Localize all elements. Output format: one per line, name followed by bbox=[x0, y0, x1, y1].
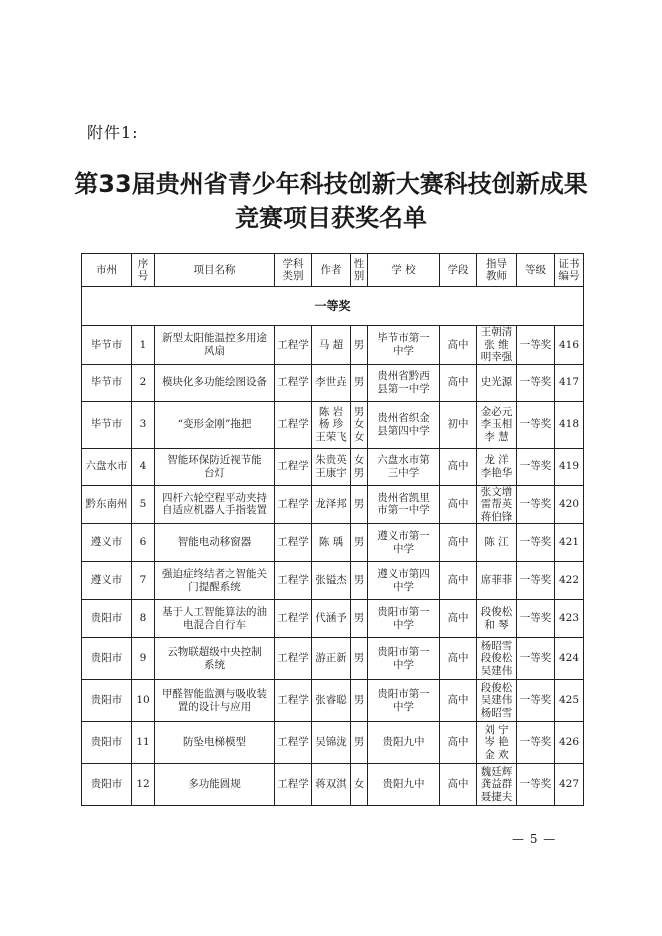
cell-cert: 424 bbox=[555, 638, 584, 680]
cell-stage: 高中 bbox=[440, 722, 477, 764]
page-number: — 5 — bbox=[512, 832, 557, 846]
cell-author: 李世垚 bbox=[312, 364, 351, 401]
cell-category: 工程学 bbox=[275, 524, 312, 562]
cell-city: 毕节市 bbox=[82, 401, 132, 448]
cell-gender: 男 bbox=[351, 485, 368, 524]
header-teacher: 指导 教师 bbox=[477, 254, 517, 287]
cell-teacher: 杨昭雪 段俊松 吴建伟 bbox=[477, 638, 517, 680]
cell-project: 新型太阳能温控多用途 风扇 bbox=[155, 326, 275, 365]
section-label: 一等奖 bbox=[82, 287, 584, 326]
cell-stage: 高中 bbox=[440, 562, 477, 600]
cell-category: 工程学 bbox=[275, 485, 312, 524]
cell-stage: 高中 bbox=[440, 448, 477, 485]
cell-teacher: 席菲菲 bbox=[477, 562, 517, 600]
cell-stage: 高中 bbox=[440, 764, 477, 806]
cell-school: 贵州省黔西 县第一中学 bbox=[368, 364, 440, 401]
cell-cert: 420 bbox=[555, 485, 584, 524]
cell-school: 贵阳市第一 中学 bbox=[368, 680, 440, 722]
cell-city: 黔东南州 bbox=[82, 485, 132, 524]
header-stage: 学段 bbox=[440, 254, 477, 287]
cell-school: 贵阳九中 bbox=[368, 764, 440, 806]
header-category: 学科 类别 bbox=[275, 254, 312, 287]
cell-stage: 高中 bbox=[440, 638, 477, 680]
cell-cert: 423 bbox=[555, 600, 584, 638]
cell-city: 毕节市 bbox=[82, 326, 132, 365]
cell-author: 马 超 bbox=[312, 326, 351, 365]
attachment-label: 附件1: bbox=[87, 123, 139, 142]
cell-school: 贵州省织金 县第四中学 bbox=[368, 401, 440, 448]
cell-author: 张镒杰 bbox=[312, 562, 351, 600]
cell-author: 吴锦泷 bbox=[312, 722, 351, 764]
cell-level: 一等奖 bbox=[517, 680, 555, 722]
table-row bbox=[82, 448, 584, 485]
cell-gender: 男 bbox=[351, 364, 368, 401]
cell-author: 陈 瑀 bbox=[312, 524, 351, 562]
cell-cert: 427 bbox=[555, 764, 584, 806]
cell-city: 贵阳市 bbox=[82, 600, 132, 638]
table-row bbox=[82, 600, 584, 638]
cell-school: 贵阳市第一 中学 bbox=[368, 600, 440, 638]
cell-no: 4 bbox=[132, 448, 155, 485]
cell-category: 工程学 bbox=[275, 448, 312, 485]
table-row bbox=[82, 524, 584, 562]
section-row bbox=[82, 287, 584, 326]
table-row bbox=[82, 485, 584, 524]
cell-school: 六盘水市第 三中学 bbox=[368, 448, 440, 485]
cell-no: 9 bbox=[132, 638, 155, 680]
cell-level: 一等奖 bbox=[517, 524, 555, 562]
cell-gender: 男 bbox=[351, 524, 368, 562]
cell-category: 工程学 bbox=[275, 364, 312, 401]
cell-cert: 421 bbox=[555, 524, 584, 562]
table-row bbox=[82, 638, 584, 680]
cell-city: 遵义市 bbox=[82, 562, 132, 600]
cell-level: 一等奖 bbox=[517, 722, 555, 764]
cell-teacher: 龙 洋 李艳华 bbox=[477, 448, 517, 485]
cell-stage: 高中 bbox=[440, 524, 477, 562]
header-school: 学 校 bbox=[368, 254, 440, 287]
cell-level: 一等奖 bbox=[517, 448, 555, 485]
cell-stage: 高中 bbox=[440, 485, 477, 524]
header-gender: 性 别 bbox=[351, 254, 368, 287]
cell-teacher: 张文增 雷帮英 蒋伯锋 bbox=[477, 485, 517, 524]
cell-city: 贵阳市 bbox=[82, 638, 132, 680]
cell-project: 甲醛智能监测与吸收装 置的设计与应用 bbox=[155, 680, 275, 722]
cell-no: 3 bbox=[132, 401, 155, 448]
cell-category: 工程学 bbox=[275, 638, 312, 680]
cell-author: 龙泽邦 bbox=[312, 485, 351, 524]
cell-category: 工程学 bbox=[275, 764, 312, 806]
cell-gender: 女 男 bbox=[351, 448, 368, 485]
cell-cert: 425 bbox=[555, 680, 584, 722]
header-no: 序 号 bbox=[132, 254, 155, 287]
cell-teacher: 段俊松 吴建伟 杨昭雪 bbox=[477, 680, 517, 722]
table-row bbox=[82, 562, 584, 600]
cell-level: 一等奖 bbox=[517, 364, 555, 401]
cell-project: “变形金刚”拖把 bbox=[155, 401, 275, 448]
cell-gender: 男 bbox=[351, 722, 368, 764]
cell-cert: 422 bbox=[555, 562, 584, 600]
cell-no: 10 bbox=[132, 680, 155, 722]
header-level: 等级 bbox=[517, 254, 555, 287]
cell-level: 一等奖 bbox=[517, 638, 555, 680]
award-table bbox=[81, 253, 584, 806]
table-row bbox=[82, 326, 584, 365]
cell-teacher: 金必元 李玉相 李 慧 bbox=[477, 401, 517, 448]
cell-school: 遵义市第一 中学 bbox=[368, 524, 440, 562]
cell-teacher: 段俊松 和 琴 bbox=[477, 600, 517, 638]
table-row bbox=[82, 764, 584, 806]
cell-school: 贵阳市第一 中学 bbox=[368, 638, 440, 680]
cell-project: 智能电动移窗器 bbox=[155, 524, 275, 562]
cell-project: 模块化多功能绘图设备 bbox=[155, 364, 275, 401]
header-city: 市州 bbox=[82, 254, 132, 287]
table-row bbox=[82, 722, 584, 764]
document-title-line1: 第33届贵州省青少年科技创新大赛科技创新成果 bbox=[74, 170, 588, 198]
cell-category: 工程学 bbox=[275, 722, 312, 764]
table-row bbox=[82, 401, 584, 448]
cell-no: 2 bbox=[132, 364, 155, 401]
cell-author: 游正新 bbox=[312, 638, 351, 680]
cell-author: 蒋双淇 bbox=[312, 764, 351, 806]
cell-city: 六盘水市 bbox=[82, 448, 132, 485]
cell-category: 工程学 bbox=[275, 600, 312, 638]
cell-gender: 男 bbox=[351, 562, 368, 600]
cell-no: 8 bbox=[132, 600, 155, 638]
cell-author: 张睿聪 bbox=[312, 680, 351, 722]
table-header-row bbox=[82, 254, 584, 287]
cell-gender: 男 bbox=[351, 326, 368, 365]
cell-teacher: 王朝清 张 维 明幸强 bbox=[477, 326, 517, 365]
cell-no: 6 bbox=[132, 524, 155, 562]
header-author: 作者 bbox=[312, 254, 351, 287]
cell-city: 遵义市 bbox=[82, 524, 132, 562]
cell-school: 贵州省凯里 市第一中学 bbox=[368, 485, 440, 524]
cell-cert: 419 bbox=[555, 448, 584, 485]
cell-cert: 417 bbox=[555, 364, 584, 401]
cell-school: 遵义市第四 中学 bbox=[368, 562, 440, 600]
cell-project: 四杆六轮空程平动夹持 自适应机器人手指装置 bbox=[155, 485, 275, 524]
cell-stage: 高中 bbox=[440, 600, 477, 638]
cell-project: 基于人工智能算法的油 电混合自行车 bbox=[155, 600, 275, 638]
cell-author: 陈 岩 杨 珍 王荣飞 bbox=[312, 401, 351, 448]
cell-gender: 女 bbox=[351, 764, 368, 806]
cell-teacher: 史光源 bbox=[477, 364, 517, 401]
cell-project: 强迫症终结者之智能关 门提醒系统 bbox=[155, 562, 275, 600]
header-cert: 证书 编号 bbox=[555, 254, 584, 287]
cell-cert: 418 bbox=[555, 401, 584, 448]
cell-city: 贵阳市 bbox=[82, 722, 132, 764]
table-row bbox=[82, 680, 584, 722]
cell-cert: 426 bbox=[555, 722, 584, 764]
cell-level: 一等奖 bbox=[517, 326, 555, 365]
cell-no: 7 bbox=[132, 562, 155, 600]
cell-category: 工程学 bbox=[275, 680, 312, 722]
cell-level: 一等奖 bbox=[517, 600, 555, 638]
cell-project: 防坠电梯模型 bbox=[155, 722, 275, 764]
cell-stage: 高中 bbox=[440, 326, 477, 365]
document-title-line2: 竞赛项目获奖名单 bbox=[235, 204, 427, 232]
header-project: 项目名称 bbox=[155, 254, 275, 287]
cell-level: 一等奖 bbox=[517, 562, 555, 600]
cell-city: 贵阳市 bbox=[82, 764, 132, 806]
cell-no: 12 bbox=[132, 764, 155, 806]
cell-teacher: 刘 宁 岑 艳 金 欢 bbox=[477, 722, 517, 764]
cell-category: 工程学 bbox=[275, 401, 312, 448]
cell-category: 工程学 bbox=[275, 326, 312, 365]
cell-level: 一等奖 bbox=[517, 401, 555, 448]
cell-project: 智能环保防近视节能 台灯 bbox=[155, 448, 275, 485]
cell-teacher: 魏廷辉 龚益群 聂捷夫 bbox=[477, 764, 517, 806]
cell-gender: 男 bbox=[351, 638, 368, 680]
cell-no: 1 bbox=[132, 326, 155, 365]
cell-city: 毕节市 bbox=[82, 364, 132, 401]
cell-no: 5 bbox=[132, 485, 155, 524]
cell-stage: 初中 bbox=[440, 401, 477, 448]
cell-level: 一等奖 bbox=[517, 485, 555, 524]
cell-teacher: 陈 江 bbox=[477, 524, 517, 562]
cell-cert: 416 bbox=[555, 326, 584, 365]
cell-school: 贵阳九中 bbox=[368, 722, 440, 764]
cell-city: 贵阳市 bbox=[82, 680, 132, 722]
table-row bbox=[82, 364, 584, 401]
cell-school: 毕节市第一 中学 bbox=[368, 326, 440, 365]
cell-gender: 男 bbox=[351, 600, 368, 638]
cell-gender: 男 女 女 bbox=[351, 401, 368, 448]
cell-level: 一等奖 bbox=[517, 764, 555, 806]
cell-no: 11 bbox=[132, 722, 155, 764]
cell-project: 多功能圆规 bbox=[155, 764, 275, 806]
cell-category: 工程学 bbox=[275, 562, 312, 600]
cell-stage: 高中 bbox=[440, 680, 477, 722]
cell-author: 代涵予 bbox=[312, 600, 351, 638]
cell-author: 朱贵英 王康宇 bbox=[312, 448, 351, 485]
cell-stage: 高中 bbox=[440, 364, 477, 401]
cell-gender: 男 bbox=[351, 680, 368, 722]
cell-project: 云物联超级中央控制 系统 bbox=[155, 638, 275, 680]
